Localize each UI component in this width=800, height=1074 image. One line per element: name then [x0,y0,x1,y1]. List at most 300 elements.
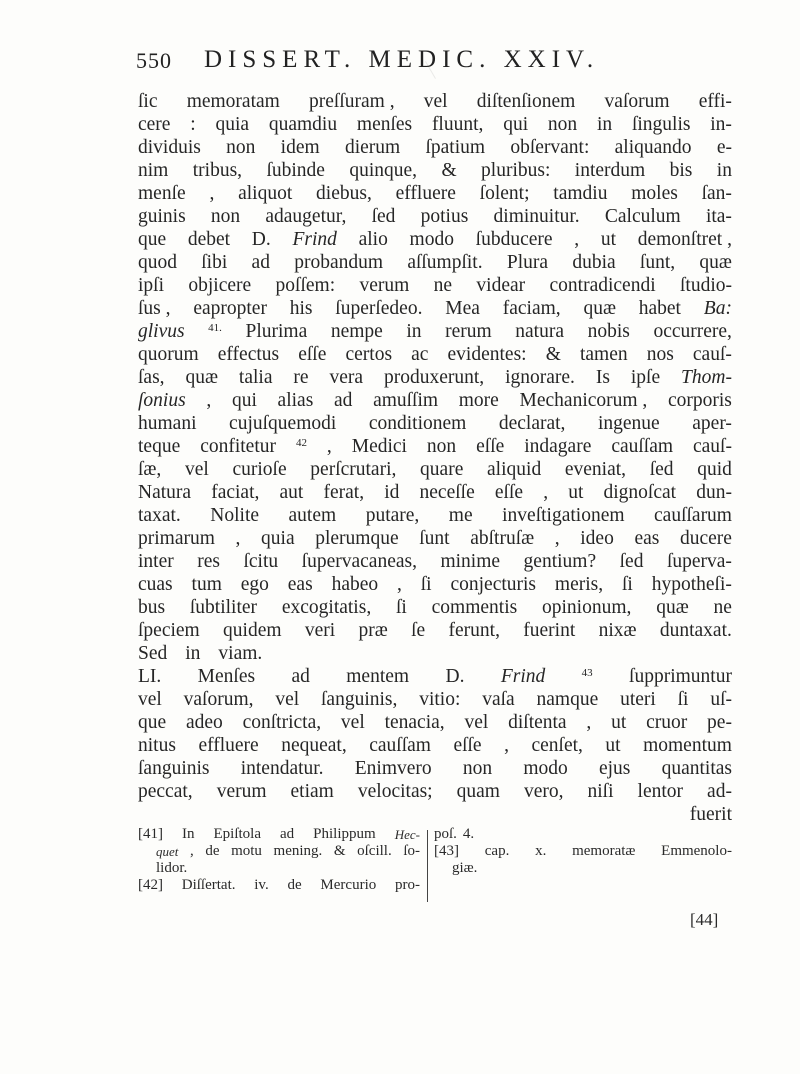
word: ſibi [201,252,228,273]
word: modo [523,758,568,779]
footnote-line [138,843,420,860]
word: mentem [346,666,410,687]
text-line [138,297,732,320]
footnote-word: [41] [138,826,163,842]
word: gentium? [523,551,597,572]
footnote-word: cap. [484,843,510,859]
word: , [235,528,241,549]
word: inveſtigationem [502,505,625,526]
word: alio [358,229,388,250]
word: ſuperva- [666,551,732,572]
word: ignorare. [505,367,575,388]
word: quod [138,252,177,273]
word: adeo [185,712,223,733]
footnote-word: Epiſtola [213,826,261,842]
word: poſſem: [275,275,336,296]
word: vitio: [419,689,461,710]
word: LI. [138,666,162,687]
word: effluere [395,183,456,204]
footnote-line [434,860,732,877]
word: Mea [445,298,480,319]
word: excogitatis, [281,597,372,618]
word: ſpatium [425,137,486,158]
word: moles [631,183,678,204]
word: quare [420,459,464,480]
word: 43 [581,667,593,679]
word: conditionem [368,413,467,434]
word: cauſ- [693,436,732,457]
word: Is [595,367,610,388]
footnote-word: , [189,843,194,859]
footnote-word: In [182,826,195,842]
word: quid [697,459,732,480]
word: momentum [643,735,732,756]
text-line [138,527,732,550]
word: ad [333,390,353,411]
word: quinque, [349,160,418,181]
word: ad [251,252,270,273]
word: , [206,390,212,411]
text-line [138,182,732,205]
word: e- [716,137,732,158]
word: menſes [356,114,413,135]
text-line [138,90,732,113]
word: natura [515,321,565,342]
footnote-word: ſo- [403,843,420,859]
word: aliquando [614,137,692,158]
word: ducere [680,528,732,549]
footnote-word: Diſſertat. [181,877,236,893]
text-line [138,389,732,412]
word: non [210,206,241,227]
word: quia [215,114,250,135]
text-line [138,642,732,665]
word: declarat, [498,413,566,434]
footnote-word: & [333,843,346,859]
word: hypotheſi- [651,574,732,595]
word: videar [476,275,526,296]
word: vaſa [482,689,515,710]
word: ſan- [701,183,732,204]
footnote-word: quet [156,844,179,859]
word: eapropter [193,298,267,319]
word: certos [345,344,393,365]
word: ſpeciem [138,620,200,641]
footnote-line [138,826,420,843]
word: adaugetur, [265,206,347,227]
word: vero, [523,781,564,802]
word: verum [359,275,410,296]
word: ſupprimuntur [629,666,732,687]
word: ferunt, [448,620,500,641]
word: inter [138,551,174,572]
word: ſubducere [475,229,553,250]
word: produxerunt, [383,367,485,388]
footnote-column-divider [427,830,428,902]
word: lentor [637,781,684,802]
footnote-line [138,860,420,877]
word: indagare [524,436,592,457]
word: me [448,505,473,526]
word: ſi [621,574,633,595]
word: probandum [294,252,384,273]
word: & [545,344,561,365]
word: vaſorum [604,91,670,112]
word: vel [340,712,365,733]
word: talia [238,367,273,388]
text-line [138,228,732,251]
word: commentis [431,597,518,618]
word: faciat, [211,482,260,503]
word: amuſſim [373,390,439,411]
word: velocitas; [357,781,433,802]
word: quæ [656,597,689,618]
word: & [441,160,457,181]
word: cujuſquemodi [229,413,337,434]
word: quæ [699,252,732,273]
word: ejus [598,758,631,779]
word: pe- [707,712,732,733]
word: interdum [574,160,646,181]
word: curioſe [232,459,287,480]
word: ut [568,482,584,503]
word: cruor [646,712,688,733]
word: conſtricta, [242,712,322,733]
word: ſe [411,620,426,641]
word: quia [261,528,295,549]
word: ſi [396,597,407,618]
word: ad [291,666,310,687]
word: diſtenta [508,712,567,733]
word: Medici [351,436,407,457]
word: cauſſam [369,735,431,756]
word: fuerint [523,620,576,641]
word: eſſe [453,735,482,756]
word: minime [440,551,501,572]
footnote-word: giæ. [452,860,478,876]
word: effluere [198,735,259,756]
word: , [209,183,215,204]
word: ſed [649,459,674,480]
word: res [197,551,220,572]
footnote-word: poſ. [434,826,457,842]
word: vel [275,689,300,710]
footnote-word: iv. [254,877,269,893]
word: ſanguinis, [321,689,398,710]
footnote-word: pro- [395,877,420,893]
word: : [190,114,196,135]
word: eas [634,528,660,549]
word: qui [231,390,257,411]
text-line [138,343,732,366]
word: dividuis [138,137,201,158]
word: namque [536,689,599,710]
text-line [138,734,732,757]
running-title: DISSERT. MEDIC. XXIV. [204,46,600,73]
word: D. [251,229,271,250]
word: cuas [138,574,173,595]
word: evidentes: [447,344,527,365]
word: corporis [668,390,732,411]
text-line [138,780,732,803]
word: in [596,114,613,135]
word: ne [433,275,453,296]
word: in [406,321,422,342]
word: teque [138,436,181,457]
word: fluunt, [431,114,484,135]
footnotes [138,826,732,906]
footnote-word: oſcill. [357,843,392,859]
word: tribus, [192,160,243,181]
word: rerum [445,321,492,342]
word: intendatur. [240,758,324,779]
text-line [138,665,732,688]
word: dun- [696,482,732,503]
word: eveniat, [564,459,627,480]
word: ſubtiliter [189,597,258,618]
word: non [547,114,578,135]
text-line [138,435,732,458]
word: dubia [572,252,616,273]
word: cauſſam [611,436,674,457]
text-line [138,573,732,596]
word: quæ [583,298,616,319]
word: eſſe [476,436,505,457]
word: meris, [554,574,604,595]
text-line [138,619,732,642]
word: menſe [138,183,186,204]
word: nim [138,160,169,181]
word: aſſumpſit. [407,252,483,273]
word: ſas, [138,367,165,388]
footnote-word: ad [280,826,295,842]
word: 42 [295,437,307,449]
word: ego [240,574,269,595]
word: nequeat, [281,735,347,756]
word: aper- [692,413,732,434]
word: demonſtret , [637,229,732,250]
word: peccat, [138,781,193,802]
word: ſunt [419,528,450,549]
word: ne [713,597,732,618]
word: quamdiu [268,114,338,135]
word: cauſſarum [654,505,732,526]
word: id [384,482,400,503]
word: viam. [218,643,263,664]
word: ſi [677,689,689,710]
footnote-word: Hec- [394,827,420,842]
word: vel [423,91,448,112]
word: Plura [506,252,549,273]
word: que [138,229,167,250]
word: abſtruſæ [470,528,535,549]
word: ſed [371,206,396,227]
body-text [138,90,732,826]
word: occurrere, [653,321,732,342]
word: tenacia, [384,712,445,733]
word: idem [280,137,320,158]
word: ut [605,735,621,756]
word: effi- [698,91,732,112]
word: ſcitu [243,551,279,572]
text-line [138,596,732,619]
word: non [462,758,493,779]
word: habeo [331,574,379,595]
word: cauſ- [692,344,732,365]
word: ut [600,229,617,250]
word: Natura [138,482,192,503]
word: , [397,574,402,595]
text-line [138,113,732,136]
footnote-word: [43] [434,843,459,859]
word: quidem [223,620,282,641]
word: plerumque [315,528,399,549]
text-line [138,458,732,481]
word: ſtudio- [680,275,732,296]
footnote-word: Philippum [313,826,376,842]
word: aut [279,482,304,503]
text-line [138,803,732,826]
word: , [574,229,580,250]
footnote-line [434,843,732,860]
word: niſi [587,781,614,802]
footnote-line [138,877,420,894]
word: , [543,482,549,503]
text-line [138,688,732,711]
footnote-word: memoratæ [572,843,636,859]
word: nempe [330,321,383,342]
word: dignoſcat [603,482,677,503]
text-line [138,251,732,274]
word: bus [138,597,166,618]
word: vaſorum, [183,689,254,710]
word: ſi [420,574,432,595]
footnote-word: mening. [273,843,323,859]
text-line [138,550,732,573]
word: uteri [620,689,656,710]
word: nixæ [598,620,637,641]
word: debet [187,229,231,250]
word: ipſe [630,367,661,388]
word: contradicendi [549,275,656,296]
word: cenſet, [531,735,583,756]
word: humani [138,413,197,434]
word: uſ- [710,689,732,710]
word: ſuperſedeo. [335,298,423,319]
word: quam [456,781,500,802]
word: quæ [185,367,218,388]
word: pluribus: [481,160,551,181]
word: glivus [138,321,185,342]
word: ferat, [323,482,365,503]
word: ſæ, [138,459,162,480]
word: vera [329,367,364,388]
text-line [138,412,732,435]
word: obſervant: [510,137,590,158]
word: habet [638,298,681,319]
word: his [289,298,313,319]
word: Thom- [681,367,732,388]
word: vel [184,459,209,480]
word: ſolent; [479,183,530,204]
text-line [138,366,732,389]
word: effectus [217,344,280,365]
word: bis [669,160,693,181]
word: preſſuram , [309,91,395,112]
word: putare, [365,505,420,526]
word: dierum [344,137,401,158]
word: confitetur [200,436,276,457]
word: etiam [290,781,334,802]
running-header [136,46,736,80]
word: eas [287,574,313,595]
word: Calculum [604,206,681,227]
word: Enimvero [354,758,432,779]
word: alias [277,390,314,411]
word: quantitas [661,758,732,779]
word: Nolite [210,505,260,526]
word: objicere [188,275,252,296]
word: Menſes [197,666,256,687]
text-line [138,757,732,780]
word: ſunt, [639,252,676,273]
word: diebus, [316,183,372,204]
word: ſingulis [631,114,691,135]
word: ut [611,712,627,733]
word: vel [138,689,162,710]
footnote-word: [42] [138,877,163,893]
word: ad- [707,781,732,802]
word: 41. [208,322,222,334]
word: diminuitur. [493,206,580,227]
word: ſanguinis [138,758,210,779]
word: eſſe [494,482,524,503]
word: aliquid [487,459,542,480]
word: verum [216,781,267,802]
word: que [138,712,167,733]
footnote-word: x. [535,843,547,859]
word: ſic [138,91,158,112]
word: quorum [138,344,199,365]
word: ſupervacaneas, [301,551,417,572]
word: veri [304,620,336,641]
word: ſubinde [266,160,325,181]
word: vel [464,712,489,733]
footnote-line [434,826,732,843]
word: Mechanicorum , [519,390,648,411]
word: non [226,137,256,158]
word: opinionum, [542,597,632,618]
word: nitus [138,735,176,756]
word: primarum [138,528,215,549]
word: Ba: [703,298,732,319]
text-line [138,320,732,343]
word: Plurima [245,321,308,342]
footnote-word: Emmenolo- [661,843,732,859]
text-line [138,205,732,228]
word: ideo [580,528,614,549]
word: neceſſe [419,482,475,503]
footnote-word: de [205,843,220,859]
word: D. [445,666,465,687]
text-line [138,481,732,504]
word: in [185,643,201,664]
word: eſſe [298,344,327,365]
word: conjecturis [450,574,537,595]
word: tamdiu [553,183,608,204]
word: , [554,528,560,549]
word: Frind [500,666,546,687]
